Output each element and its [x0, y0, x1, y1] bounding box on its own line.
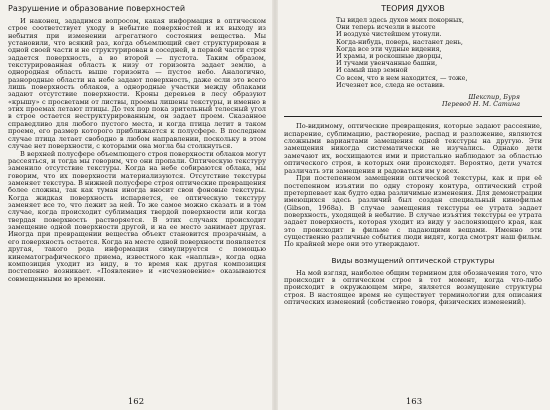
epigraph-author: Шекспир, Буря [468, 93, 520, 102]
left-page [0, 0, 272, 410]
epigraph [284, 17, 542, 108]
section-subheading: Виды возмущений оптической структуры [331, 255, 495, 265]
body-paragraph: В верхней полусфере объемлющего строя поверхности облаков могут рассеяться, и тогда мы говорим, что они пропали. Оптическую текстуру заменило отсутствие текстуры. Когда на небе собираются облака, мы говорим, что их поверхности материализуются. Отсутствие текстуры заменяет текстура. В нижней полусфере строя оптические превращения более сложны, так как туман иногда вносит свои фоновые текстуры. Когда жидкая поверхность испаряется, ее оптическую текстуру заменяет все то, что лежит за ней. То же самое можно сказать и в том случае, когда происходит сублимация твердой поверхности или когда твердая поверхность растворяется. В этих случаях происходит замещение одной поверхности другой, и на ее место занимает другая. Иногда при превращении вещества объект становится прозрачным, а его поверхность остается. Когда на месте одной поверхности появляется другая, такого рода информация симулируется с помощью кинематографического приема, известного как «наплыв», когда одна композиция уходит из виду, в то время как другая композиция постепенно возникает. «Появление» и «исчезновение» оказываются совмещенными во времени. [8, 149, 267, 283]
epigraph-line: Когда все эти чудные видения, [336, 44, 442, 53]
epigraph-line: И тучами увенчанные башни, [336, 59, 438, 68]
epigraph-line: И самый шар земной [336, 66, 408, 75]
epigraph-line: И воздухе чистейшем утонули. [336, 30, 442, 39]
epigraph-line: Когда-нибудь, поверь, настанет день, [336, 37, 463, 46]
epigraph-line: Ты видел здесь духов моих покорных, [336, 16, 464, 24]
epigraph-line: Они теперь исчезли в высоте [336, 23, 436, 32]
body-paragraph: По-видимому, оптические превращения, которые задают рассеяние, испарение, сублимацию, растворение, распад и разложение, являются сложными вариантами замещения одной текстуры на другую. Эти замещения никогда систематически не изучались. Однако дети замечают их, восхищаются ими и пристально наблюдают за областью оптического строя, в которых они происходят. Вероятно, дети учатся различать эти замещения и радоваться им у всех. [284, 122, 542, 175]
page-number-left: 162 [127, 397, 145, 407]
epigraph-translator: Перевод Н. М. Сатина [441, 100, 520, 109]
body-paragraph: И наконец, зададимся вопросом, какая информация в оптическом строе соответствует уходу в небытие поверхностей и их выходу из небытия при изменении агрегатного состояния вещества. Мы установили, что всякий раз, когда объемлющий свет структурирован в одной своей части и не структурирован в соседней, в первой части строя задается поверхность, а во второй — пустота. Таким образом, текстурированная область к низу от горизонта задает землю, а однородная область выше горизонта — пустое небо. Аналогично, разнородные области на небе задают поверхность, даже если это всего лишь поверхность облаков, а однородные участки между облаками задают отсутствие поверхности. Кроны деревьев в лесу образуют «крышу» с просветами от листвы, проемы лишены текстуры, и именно в этих проемах летают птицы. До тех пор пока зрительный телесный угол в строе остается неструктурированным, он задает проем. Сказанное справедливо для любого пустого места, и когда птица летит в таком проеме, его размер которого приближается к полусфере. В последнем случае птица летает свободно в любом направлении, поскольку в этом случае нет поверхности, с которыми она могла бы столкнуться. [8, 17, 267, 150]
chapter-title: ТЕОРИЯ ДУХОВ [381, 4, 445, 13]
section-divider [284, 116, 542, 117]
right-page [278, 0, 550, 410]
body-paragraph: На мой взгляд, наиболее общим термином для обозначения того, что происходит в оптическом строе в тот момент, когда что-либо происходит в окружающем мире, является возмущение структуры строя. В настоящее время не существует терминологии для описания оптических изменений (собственно говоря, физических изменений). [284, 268, 542, 307]
epigraph-line: И храмы, и роскошные дворцы, [336, 52, 443, 61]
body-paragraph: При постепенном замещении оптической текстуры, как и при её постепенном изъятии по одну сторону контура, оптический строй претерпевает как будто едва различимые изменения. Для демонстрации имеющихся здесь различий был создан специальный кинофильм (Gibson, 1968a). В случае замещения текстуры ее утрата задает поверхность, уходящей в небытие. В случае изъятия текстуры ее утрата задает поверхность, которая уходит из виду у заслоняющего края, как это происходит в фильме с падающими вещами. Именно эти существенно различные события люди видят, когда смотрят наш фильм. По крайней мере они это утверждают. [284, 174, 542, 249]
epigraph-line: Со всем, что в нем находится, — тоже, [336, 73, 468, 82]
running-head-left: Разрушение и образование поверхностей [8, 4, 186, 13]
epigraph-line: Исчезнет все, следа не оставив. [336, 80, 445, 89]
page-number-right: 163 [405, 397, 423, 407]
